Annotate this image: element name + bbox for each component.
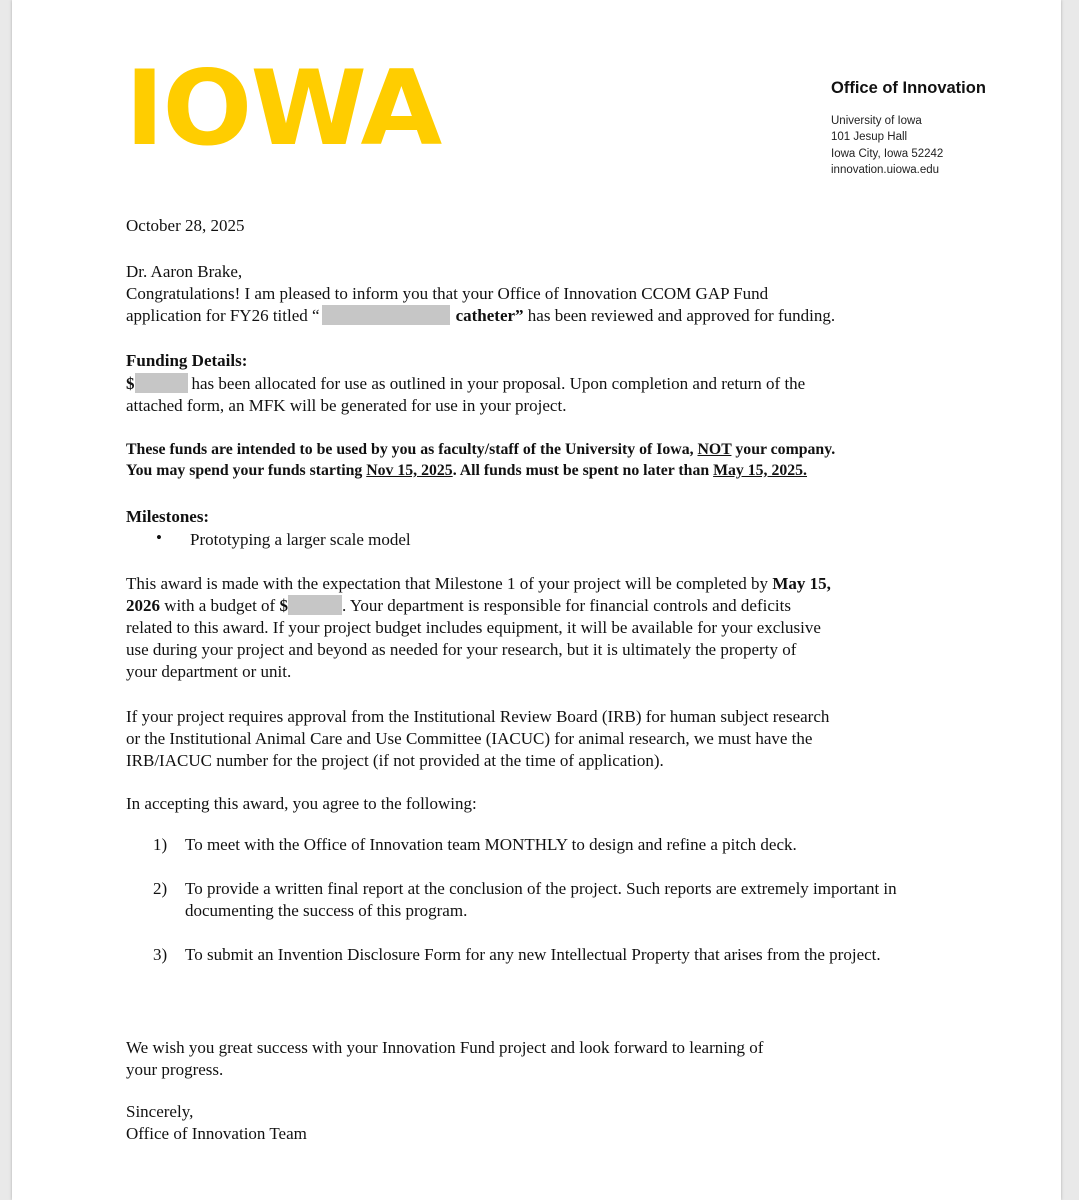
iowa-logo: IOWA <box>125 49 441 169</box>
intro-title-end: catheter” <box>455 306 524 325</box>
closing-line-2: your progress. <box>126 1060 224 1079</box>
redacted-budget <box>288 595 342 615</box>
award-line-2 <box>126 595 791 617</box>
agreement-item-2: To provide a written final report at the conclusion of the project. Such reports are extremely important in <box>185 879 897 898</box>
agreement-item-3: To submit an Invention Disclosure Form for any new Intellectual Property that arises from the project. <box>185 945 881 964</box>
milestones-heading: Milestones: <box>126 507 210 526</box>
intro-line-2-post: has been reviewed and approved for funding. <box>523 306 836 325</box>
dollar-sign: $ <box>126 374 135 393</box>
funds-notice-2 <box>126 460 807 482</box>
award-line-1-pre: This award is made with the expectation that Milestone 1 of your project will be completed by <box>126 574 773 593</box>
redacted-title <box>322 305 450 325</box>
address-line: 101 Jesup Hall <box>831 131 908 144</box>
closing-line-1: We wish you great success with your Innovation Fund project and look forward to learning of <box>126 1038 764 1057</box>
agreement-item-1: To meet with the Office of Innovation team MONTHLY to design and refine a pitch deck. <box>185 835 797 854</box>
redacted-amount <box>135 373 188 393</box>
award-line-4: use during your project and beyond as needed for your research, but it is ultimately the property of <box>126 640 797 659</box>
list-number: 2) <box>153 879 168 898</box>
funds-notice-1 <box>126 439 835 461</box>
address-line: University of Iowa <box>831 115 922 127</box>
letter-page <box>12 0 1061 1200</box>
office-address <box>831 113 986 178</box>
list-number: 3) <box>153 945 168 964</box>
award-line-5: your department or unit. <box>126 662 292 681</box>
address-line: innovation.uiowa.edu <box>831 163 940 176</box>
milestone-year: 2026 <box>126 596 160 615</box>
funding-heading: Funding Details: <box>126 351 248 370</box>
award-line-1 <box>126 573 831 595</box>
intro-line-1: Congratulations! I am pleased to inform you that your Office of Innovation CCOM GAP Fund <box>126 284 769 303</box>
office-header <box>831 79 986 178</box>
award-line-2-mid: with a budget of <box>160 596 280 615</box>
funding-line-1-rest: has been allocated for use as outlined in your proposal. Upon completion and return of the <box>191 374 806 393</box>
award-line-2-post: . Your department is responsible for financial controls and deficits <box>341 596 791 615</box>
office-title: Office of Innovation <box>831 79 986 97</box>
budget-dollar: $ <box>279 596 288 615</box>
bullet-marker: • <box>156 528 162 547</box>
award-line-3: related to this award. If your project budget includes equipment, it will be available for your exclusive <box>126 618 821 637</box>
accept-intro: In accepting this award, you agree to the following: <box>126 794 477 813</box>
irb-line-3: IRB/IACUC number for the project (if not provided at the time of application). <box>126 751 664 770</box>
end-date: May 15, 2025. <box>713 462 808 479</box>
irb-line-2: or the Institutional Animal Care and Use Committee (IACUC) for animal research, we must have the <box>126 729 813 748</box>
notice-2-pre: You may spend your funds starting <box>126 462 367 479</box>
funding-line-2: attached form, an MFK will be generated for use in your project. <box>126 396 567 415</box>
list-number: 1) <box>153 835 168 854</box>
notice-2-mid: . All funds must be spent no later than <box>452 462 714 479</box>
signature: Office of Innovation Team <box>126 1124 307 1143</box>
letter-date: October 28, 2025 <box>126 216 245 235</box>
sincerely: Sincerely, <box>126 1102 194 1121</box>
address-line: Iowa City, Iowa 52242 <box>831 147 944 160</box>
salutation: Dr. Aaron Brake, <box>126 262 243 281</box>
agreement-item-2-cont: documenting the success of this program. <box>185 901 468 920</box>
start-date: Nov 15, 2025 <box>366 462 453 479</box>
milestone-item: Prototyping a larger scale model <box>190 530 411 549</box>
milestone-date: May 15, <box>772 574 831 593</box>
intro-line-2-pre: application for FY26 titled “ <box>126 306 320 325</box>
funding-line-1 <box>126 373 805 395</box>
notice-not: NOT <box>697 441 732 458</box>
notice-1-post: your company. <box>731 441 836 458</box>
irb-line-1: If your project requires approval from the Institutional Review Board (IRB) for human subject research <box>126 707 830 726</box>
notice-1-pre: These funds are intended to be used by you as faculty/staff of the University of Iowa, <box>126 441 698 458</box>
intro-line-2 <box>126 305 835 327</box>
